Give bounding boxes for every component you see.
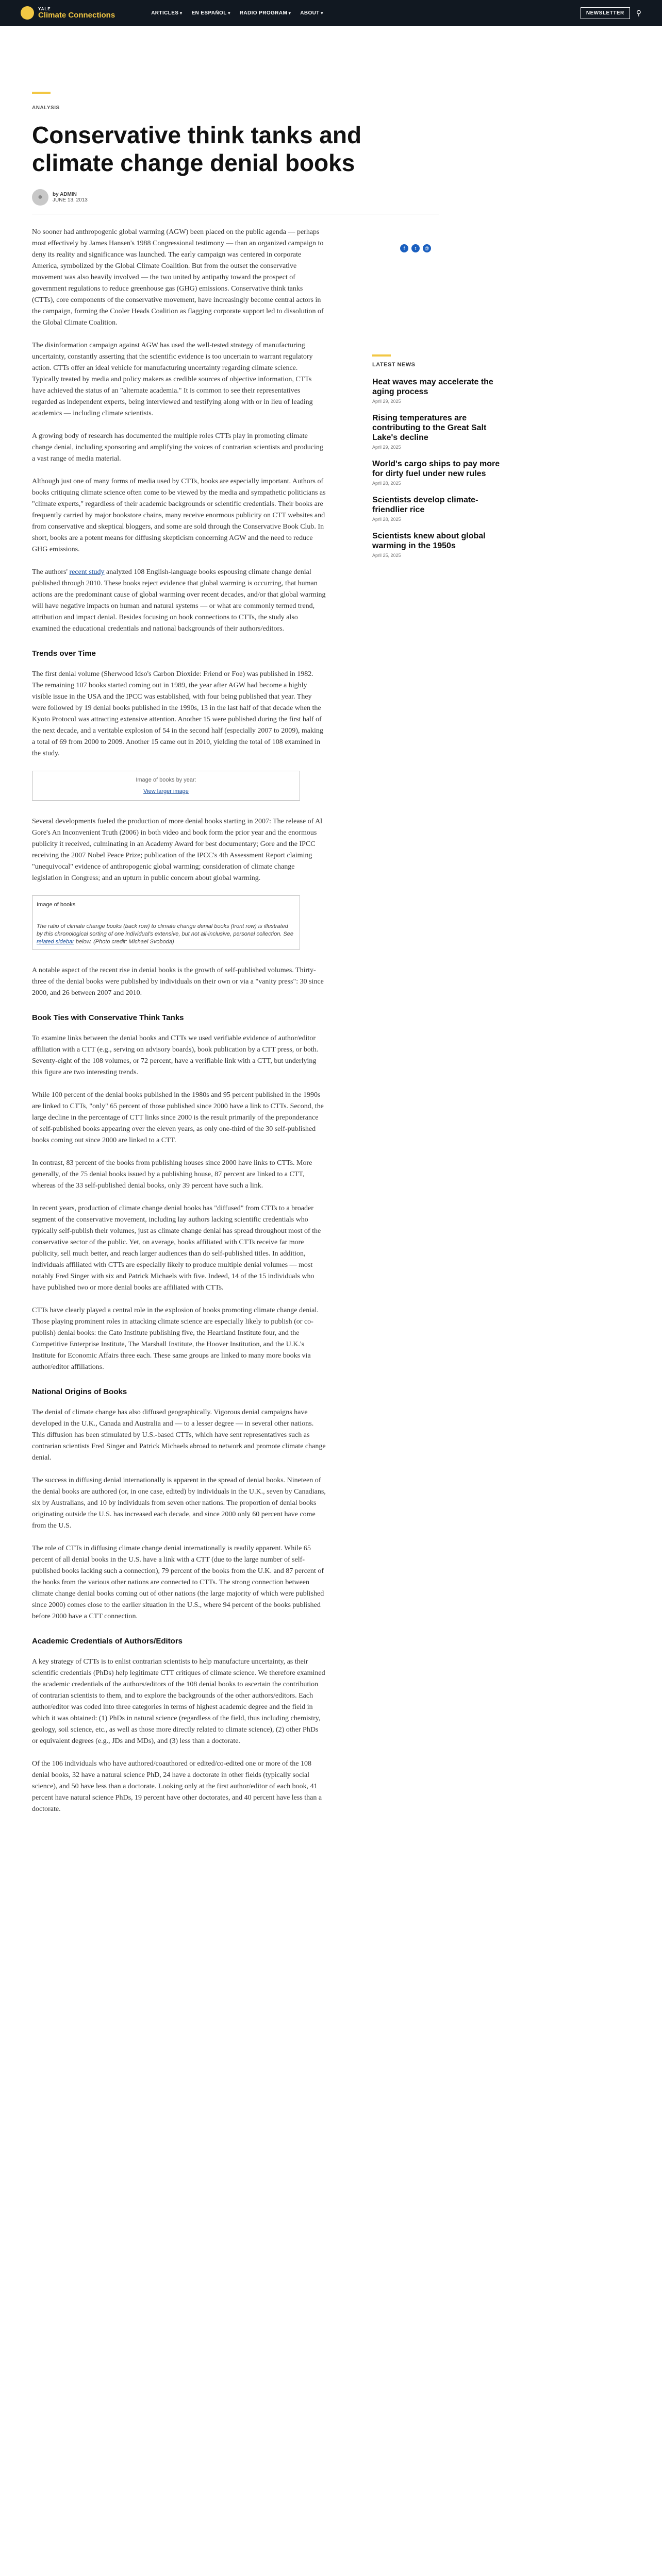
nav-en-espanol[interactable]: EN ESPAÑOL ▾ [191,10,230,16]
nav-about[interactable]: ABOUT ▾ [300,10,323,16]
section-heading-ties: Book Ties with Conservative Think Tanks [32,1013,184,1022]
news-title[interactable]: Scientists knew about global warming in the 1950s [372,532,486,550]
related-sidebar-link[interactable]: related sidebar [37,939,74,945]
article-category[interactable]: ANALYSIS [32,105,60,111]
news-item[interactable] [372,495,501,522]
latest-news-sidebar [372,354,501,558]
share-buttons [400,244,431,252]
article-title: Conservative think tanks and climate change denial books [32,122,362,176]
news-title[interactable]: Heat waves may accelerate the aging process [372,378,493,396]
news-date: April 29, 2025 [372,399,401,404]
caption-text: The ratio of climate change books (back row) to climate change denial books (front row) is illustrated by this chronological sorting of one individual's extensive, but not all-inclusive, personal collection. See [37,923,293,937]
broken-image-icon: Image of books [37,902,76,908]
article-body [32,227,326,1815]
paragraph-text: analyzed 108 English-language books espousing climate change denial published through 2010. These books reject evidence that global warming is occurring, that human actions are the predominant cause of global warming over recent decades, and/or that global warming will have negative impacts on human and natural systems — or what are commonly termed trend, attribution and impact denial. Besides focusing on book connections to CTTs, the study also examined the educational credentials and national backgrounds of their authors/editors. [32,568,326,633]
sidebar-heading: LATEST NEWS [372,362,416,368]
site-header [0,0,662,26]
paragraph: Of the 106 individuals who have authored/coauthored or edited/co-edited one or more of the 108 denial books, 32 have a natural science PhD, 24 have a doctorate in other fields (typically social science), and 50 have less than a doctorate. Looking only at the first author/editor of each book, 41 percent have natural science PhDs, 19 percent have other doctorates, and 40 percent have less than a doctorate. [32,1760,322,1813]
paragraph: To examine links between the denial books and CTTs we used verifiable evidence of author/editor affiliation with a CTT (e.g., serving on advisory boards), book publication by a CTT press, or both. Seventy-eight of the 108 volumes, or 72 percent, have a verifiable link with a CTT, but underlying this figure are two interesting trends. [32,1035,319,1076]
paragraph: Although just one of many forms of media used by CTTs, books are especially important. Authors of books critiquing climate science often come to be viewed by the media and sympathetic politicians as "climate experts," regardless of their academic backgrounds or scientific credentials. Their books are frequently carried by major bookstore chains, many receive enormous publicity on CTT websites and from conservative and skeptical bloggers, and some are sold through the Conservative Book Club. In short, books are a potent means for diffusing skepticism concerning AGW and the need to reduce GHG emissions. [32,478,326,553]
news-date: April 28, 2025 [372,517,401,522]
books-photo-figure [32,895,300,950]
site-logo[interactable] [21,6,115,20]
accent-bar [32,92,51,94]
sidebar-accent-bar [372,354,391,357]
paragraph: While 100 percent of the denial books published in the 1980s and 95 percent published in the 1990s are linked to CTTs, "only" 65 percent of those published since 2000 have a link to CTTs. Second, the large decline in the percentage of CTT links since 2000 is the result primarily of the preponderance of self-published books appearing over the eleven years, as only one-third of the 30 self-published books coming out since 2000 are linked to a CTT. [32,1091,324,1144]
paragraph [32,567,326,635]
news-date: April 28, 2025 [372,481,401,486]
paragraph: The role of CTTs in diffusing climate change denial internationally is readily apparent. While 65 percent of all denial books in the U.S. have a link with a CTT (due to the large number of self-published books lacking such a connection), 79 percent of the books from the U.K. and 87 percent of the books from the various other nations are connected to CTTs. The strong connection between climate change denial books coming out of other nations (the large majority of which were published since 2000) comes close to the earlier situation in the U.S., where 94 percent of the books published before 2000 have a CTT connection. [32,1545,324,1620]
facebook-icon[interactable]: f [400,244,408,252]
section-heading-trends: Trends over Time [32,649,96,658]
paragraph: The denial of climate change has also diffused geographically. Vigorous denial campaigns have developed in the U.K., Canada and Australia and — to a lesser degree — in several other nations. This diffusion has been stimulated by U.S.-based CTTs, which have sent representatives such as contrarian scientists Fred Singer and Patrick Michaels abroad to network and promote climate change denial. [32,1409,326,1462]
news-title[interactable]: World's cargo ships to pay more for dirty fuel under new rules [372,460,500,478]
news-item[interactable] [372,413,501,450]
news-date: April 25, 2025 [372,553,401,558]
byline [32,189,630,206]
newsletter-button[interactable]: NEWSLETTER [581,7,630,19]
main-nav [151,10,323,16]
paragraph-text: The authors' [32,568,70,576]
paragraph: The success in diffusing denial internationally is apparent in the spread of denial books. Nineteen of the denial books are authored (or, in one case, edited) by individuals in the U.K., seven by Canadians, six by Australians, and 10 by individuals from seven other nations. The proportion of denial books originating outside the U.S. has increased each decade, and since 2000 only 60 percent have come from the U.S. [32,1477,326,1530]
news-date: April 29, 2025 [372,445,401,450]
section-heading-origins: National Origins of Books [32,1387,127,1396]
news-title[interactable]: Rising temperatures are contributing to the Great Salt Lake's decline [372,414,487,442]
article-container [0,92,662,1815]
author-avatar: ● [32,189,48,206]
paragraph: No sooner had anthropogenic global warming (AGW) been placed on the public agenda — perhaps most effectively by James Hansen's 1988 Congressional testimony — than an organized campaign to deny its reality and significance was launched. The early campaign was centered in corporate America, symbolized by the Global Climate Coalition. But from the outset the conservative movement was also heavily involved — the two united by antipathy toward the prospect of government regulations to reduce greenhouse gas (GHG) emissions. Conservative think tanks (CTTs), core components of the conservative movement, have increasingly become central actors in the campaign, forming the Cooler Heads Coalition as flagging corporate support led to dissolution of the Global Climate Coalition. [32,228,324,327]
email-icon[interactable]: @ [423,244,431,252]
twitter-icon[interactable]: t [411,244,420,252]
news-item[interactable] [372,377,501,404]
paragraph: The first denial volume (Sherwood Idso's Carbon Dioxide: Friend or Foe) was published in 1982. The remaining 107 books started coming out in 1989, the year after AGW had become a highly visible issue in the USA and the IPCC was established, with four being published that year. They were followed by 19 denial books published in the 1990s, 13 in the last half of that decade when the Kyoto Protocol was attracting extensive attention. Another 15 were published during the first half of the next decade, and a veritable explosion of 54 in the second half (especially 2007 to 2009), making a total of 69 from 2000 to 2009. Another 15 came out in 2010, yielding the total of 108 examined in the study. [32,670,323,757]
paragraph: CTTs have clearly played a central role in the explosion of books promoting climate change denial. Those playing prominent roles in attacking climate science are especially likely to publish (or co-publish) denial books: the Cato Institute publishing five, the Heartland Institute four, and the Competitive Enterprise Institute, The Marshall Institute, the Hoover Institution, and the U.K.'s Institute for Economic Affairs three each. These same groups are linked to many more books via author/editor affiliations. [32,1307,319,1371]
nav-articles[interactable]: ARTICLES ▾ [151,10,182,16]
books-by-year-figure [32,771,300,801]
figure-caption [37,923,295,946]
paragraph: Several developments fueled the production of more denial books starting in 2007: The release of Al Gore's An Inconvenient Truth (2006) in both video and book form the prior year and the enormous publicity it received, culminating in an Academy Award for best documentary; Gore and the IPCC receiving the 2007 Nobel Peace Prize; publication of the IPCC's 4th Assessment Report claiming "unequivocal" evidence of anthropogenic global warming; consideration of climate change legislation in Congress; and an upturn in public concern about global warming. [32,818,323,882]
paragraph: A growing body of research has documented the multiple roles CTTs play in promoting climate change denial, including sponsoring and amplifying the voices of contrarian scientists and producing a vast range of media material. [32,432,323,463]
paragraph: The disinformation campaign against AGW has used the well-tested strategy of manufacturing uncertainty, constantly asserting that the scientific evidence is too uncertain to warrant regulatory action. CTTs offer an ideal vehicle for manufacturing uncertainty regarding climate science. Typically treated by media and policy makers as credible sources of objective information, CTTs have achieved the status of an "alternate academia." It is common to see their representatives regarded as independent experts, being interviewed and testifying along with or in lieu of leading academics — including climate scientists. [32,342,313,417]
view-larger-image-link[interactable]: View larger image [143,788,189,794]
logo-top-text: YALE [38,6,51,11]
search-icon[interactable]: ⚲ [636,8,641,17]
paragraph: A notable aspect of the recent rise in denial books is the growth of self-published volumes. Thirty-three of the denial books were published by individuals on their own or via a "vanity press": 30 since 2000, and 26 between 2007 and 2010. [32,967,324,997]
broken-image-icon: Image of books by year: [136,777,196,783]
nav-radio-program[interactable]: RADIO PROGRAM ▾ [240,10,291,16]
recent-study-link[interactable]: recent study [69,568,105,576]
paragraph: In recent years, production of climate change denial books has "diffused" from CTTs to a broader segment of the conservative movement, including lay authors lacking scientific credentials who typically self-publish their volumes, just as climate change denial has spread throughout most of the conservative sector of the public. Yet, on average, books affiliated with CTTs receive far more publicity, sell much better, and reach larger audiences than do self-published titles. In addition, individuals affiliated with CTTs are especially likely to produce multiple denial volumes — most notably Fred Singer with six and Patrick Michaels with five. Indeed, 14 of the 15 individuals who have published two or more denial books are affiliated with CTTs. [32,1205,321,1292]
logo-mark-icon [21,6,34,20]
caption-text: below. (Photo credit: Michael Svoboda) [74,939,174,945]
author-name[interactable]: by ADMIN [53,192,77,197]
news-item[interactable] [372,531,501,558]
publish-date: JUNE 13, 2013 [53,197,88,203]
logo-bottom-text: Climate Connections [38,10,115,20]
news-title[interactable]: Scientists develop climate-friendlier rice [372,496,478,514]
paragraph: In contrast, 83 percent of the books from publishing houses since 2000 have links to CTTs. More generally, of the 75 denial books issued by a publishing house, 87 percent are linked to a CTT, whereas of the 33 self-published denial books, only 39 percent have such a link. [32,1159,312,1190]
section-heading-credentials: Academic Credentials of Authors/Editors [32,1637,183,1646]
news-item[interactable] [372,459,501,486]
paragraph: A key strategy of CTTs is to enlist contrarian scientists to help manufacture uncertainty, as their scientific credentials (PhDs) help legitimate CTT critiques of climate science. We therefore examined the academic credentials of the authors/editors of the 108 denial books to ascertain the contribution of contrarian scientists to them, and to explore the backgrounds of the other authors/editors. Each author/editor was coded into three categories in terms of highest academic degree and the field in which it was obtained: (1) PhDs in natural science (regardless of the field, thus including chemistry, geology, soil science, etc., as well as those more directly related to climate science), (2) other PhDs or equivalent degrees (e.g., JDs and MDs), and (3) less than a doctorate. [32,1658,325,1745]
